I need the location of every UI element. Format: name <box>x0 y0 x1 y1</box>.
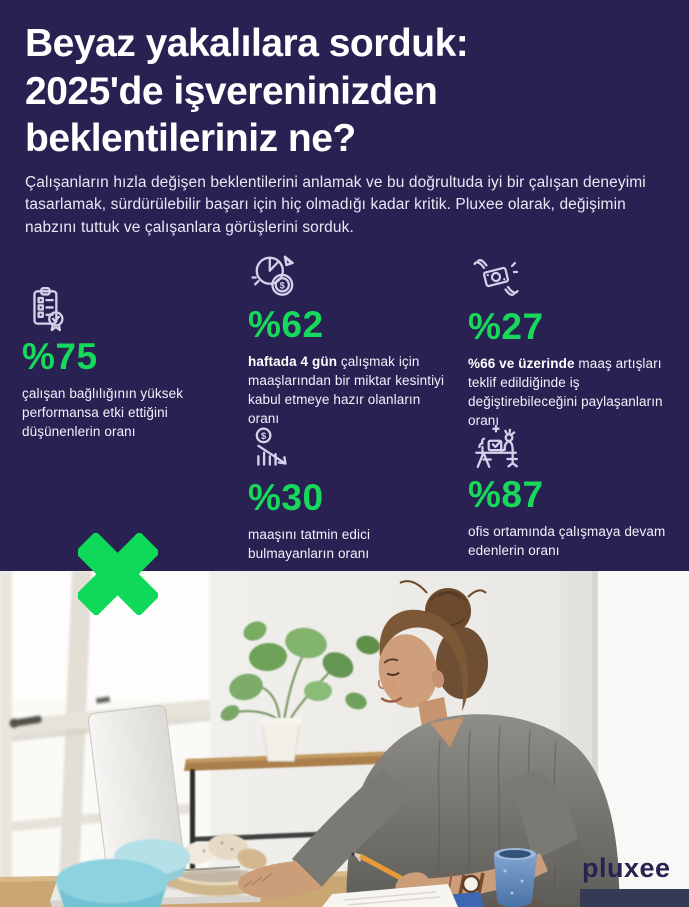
page-title <box>25 20 665 163</box>
clipboard-checklist-badge-icon <box>22 284 228 336</box>
svg-text:$: $ <box>279 280 285 291</box>
stat-caption <box>22 385 228 442</box>
stat-caption <box>248 353 448 429</box>
intro-paragraph: Çalışanların hızla değişen beklentilerini anlamak ve bu doğrultuda iyi bir çalışan deneyimi tasarlamak, sürdürülebilir başarı için hiç olmadığı kadar kritik. Pluxee olarak, değişimin nabzını tuttuk ve çalışanlara görüşlerini sorduk. <box>25 174 646 236</box>
stat-caption-text: çalışan bağlılığının yüksek performansa etki ettiğini düşünenlerin oranı <box>22 386 184 439</box>
stat-caption-text: maaş artışları teklif edildiğinde iş değiştirebileceğini paylaşanların oranı <box>468 356 663 428</box>
stat-caption <box>248 526 448 564</box>
stat-four-day-week <box>248 252 448 429</box>
stat-value: %30 <box>248 477 324 518</box>
stat-caption-bold: haftada 4 gün <box>248 354 338 369</box>
title-line-1: Beyaz yakalılara sorduk: <box>25 22 469 65</box>
stat-engagement <box>22 284 228 442</box>
stat-caption-text: çalışmak için maaşlarından bir miktar kesintiyi kabul etmeye hazır olanların oranı <box>248 354 445 426</box>
stat-caption <box>468 355 680 431</box>
photo-section <box>0 571 689 907</box>
stat-value: %27 <box>468 306 544 347</box>
stat-caption-text: maaşını tatmin edici bulmayanların oranı <box>248 527 371 561</box>
svg-text:$: $ <box>260 431 267 442</box>
stat-caption <box>468 523 682 561</box>
pluxee-wordmark: pluxee <box>582 853 671 883</box>
stat-salary-dissatisfaction <box>248 425 448 564</box>
stat-office-work <box>468 422 682 561</box>
stat-value: %87 <box>468 474 544 515</box>
stat-salary-raise <box>468 254 680 431</box>
declining-salary-chart-icon <box>248 425 448 477</box>
title-line-3: beklentileriniz ne? <box>25 117 356 161</box>
pluxee-x-logo <box>78 533 158 615</box>
dark-sill <box>580 889 689 907</box>
office-desk-icon <box>468 422 682 474</box>
pie-chart-coin-icon <box>248 252 448 304</box>
stat-value: %75 <box>22 336 98 377</box>
stat-caption-text: ofis ortamında çalışmaya devam edenlerin oranı <box>468 524 666 558</box>
title-line-2: 2025'de işvereninizden <box>25 69 438 113</box>
stat-value: %62 <box>248 304 324 345</box>
flying-money-icon <box>468 254 680 306</box>
stat-caption-bold: %66 ve üzerinde <box>468 356 575 371</box>
